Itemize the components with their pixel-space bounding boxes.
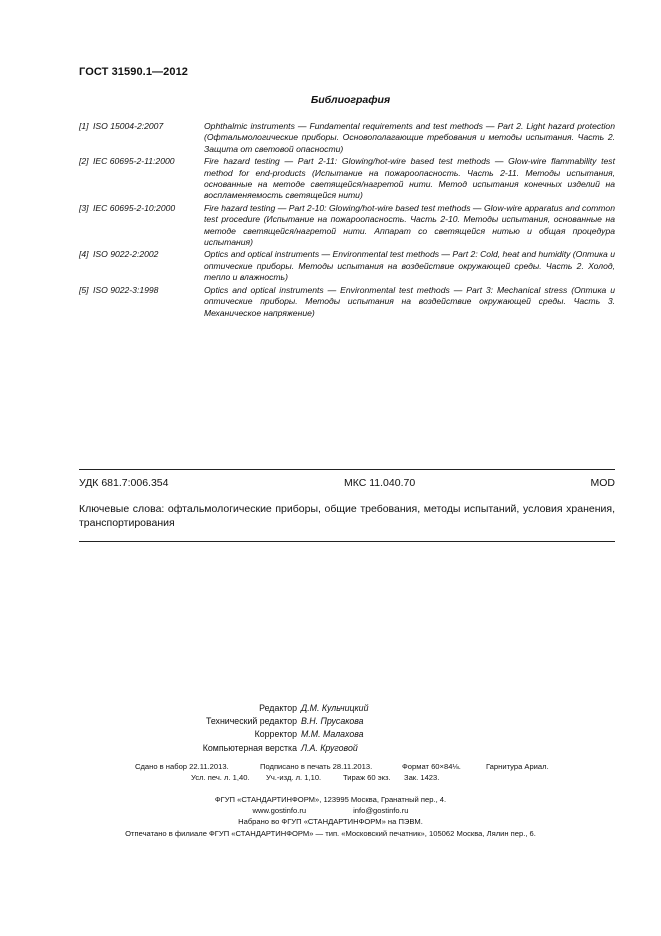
bibliography-title: Библиография	[310, 94, 391, 106]
ref-standard-code: ISO 15004-2:2007	[93, 121, 164, 131]
set-date: Сдано в набор 22.11.2013.	[135, 762, 229, 771]
credit-name: Д.М. Кульчицкий	[301, 703, 369, 713]
print-sheets: Усл. печ. л. 1,40.	[191, 773, 250, 783]
credit-label: Технический редактор	[205, 716, 297, 727]
ref-description: Ophthalmic instruments — Fundamental requirements and test methods — Part 2. Light hazard protection (Офтальмологические приборы. Основополагающие требования и методы испытания. Часть 2. Защита от световой опасности)	[204, 121, 615, 154]
publisher-email[interactable]: info@gostinfo.ru	[353, 806, 409, 816]
credit-label: Корректор	[254, 729, 297, 740]
credit-layout	[0, 742, 661, 755]
publisher-sheets: Уч.-изд. л. 1,10.	[266, 773, 322, 783]
ref-standard-code: ISO 9022-2:2002	[93, 249, 159, 260]
typeface: Гарнитура Ариал.	[486, 762, 549, 771]
order-number: Зак. 1423.	[404, 773, 440, 783]
publisher-address: ФГУП «СТАНДАРТИНФОРМ», 123995 Москва, Гранатный пер., 4.	[214, 795, 447, 804]
printed-note: Отпечатано в филиале ФГУП «СТАНДАРТИНФОРМ» — тип. «Московский печатник», 105062 Москва, Лялин пер., 6.	[125, 828, 536, 838]
credit-name: Л.А. Круговой	[301, 742, 358, 753]
credit-label: Редактор	[259, 703, 297, 713]
bibliography-entry	[79, 121, 615, 155]
mod-label: MOD	[590, 477, 615, 489]
ref-description: Optics and optical instruments — Environmental test methods — Part 3: Mechanical stress (Оптика и оптические приборы. Методы испытания на воздействие окружающей среды. Часть 3. Механическое напряжение)	[204, 284, 615, 318]
typeset-note: Набрано во ФГУП «СТАНДАРТИНФОРМ» на ПЭВМ.	[238, 817, 423, 827]
ref-number: [1]	[79, 121, 89, 131]
udk-code: УДК 681.7:006.354	[79, 477, 169, 489]
keywords: Ключевые слова: офтальмологические приборы, общие требования, методы испытаний, условия хранения, транспортирования	[79, 503, 615, 529]
ref-standard-code: IEC 60695-2-11:2000	[93, 156, 175, 167]
top-divider	[79, 469, 615, 470]
ref-description: Fire hazard testing — Part 2-11: Glowing/hot-wire based test methods — Glow-wire flammability test method for end-products (Испытание на пожароопасность. Часть 2-11. Методы испытания, основанные на методе светящейся/нагретой нити. Метод испытания конечных изделий на воспламеняемость светящейся нити)	[204, 156, 615, 201]
print-info-row-1	[0, 761, 661, 772]
credit-name: В.Н. Прусакова	[301, 716, 364, 727]
credit-tech-editor	[0, 715, 661, 728]
bibliography-entry	[79, 156, 615, 202]
print-info	[0, 761, 661, 783]
credits-block	[0, 702, 661, 755]
bibliography-entry	[79, 203, 615, 249]
bibliography-list	[79, 121, 615, 320]
ref-number: [3]	[79, 202, 89, 213]
print-run: Тираж 60 экз.	[343, 773, 391, 783]
document-code: ГОСТ 31590.1—2012	[79, 66, 189, 78]
publisher-website[interactable]: www.gostinfo.ru	[252, 806, 307, 816]
ref-description: Fire hazard testing — Part 2-10: Glowing/hot-wire based test methods — Glow-wire apparatus and common test procedure (Испытание на пожароопасность. Часть 2-10. Методы испытания, основанные на методе светящейся/нагретой нити. Аппарат со светящейся нитью и общая процедура испытания)	[204, 202, 615, 248]
publisher-info	[0, 794, 661, 839]
credit-proofreader	[0, 728, 661, 741]
ref-number: [4]	[79, 249, 89, 260]
format: Формат 60×84⅛.	[402, 762, 461, 771]
publisher-contacts	[0, 805, 661, 816]
bibliography-entry	[79, 285, 615, 319]
mks-code: МКС 11.040.70	[344, 477, 416, 489]
bottom-divider	[79, 541, 615, 542]
print-info-row-2	[0, 772, 661, 783]
credit-name: М.М. Малахова	[301, 729, 364, 740]
ref-number: [2]	[79, 156, 89, 167]
ref-number: [5]	[79, 284, 89, 295]
credit-editor	[0, 702, 661, 715]
ref-description: Optics and optical instruments — Environmental test methods — Part 2: Cold, heat and humidity (Оптика и оптические приборы. Методы испытания на воздействие окружающей среды. Часть 2. Холод, тепло и влажность)	[204, 249, 615, 283]
credit-label: Компьютерная верстка	[202, 742, 297, 753]
sign-date: Подписано в печать 28.11.2013.	[260, 762, 373, 771]
bibliography-entry	[79, 249, 615, 283]
ref-standard-code: IEC 60695-2-10:2000	[93, 202, 176, 213]
ref-standard-code: ISO 9022-3:1998	[93, 284, 159, 295]
